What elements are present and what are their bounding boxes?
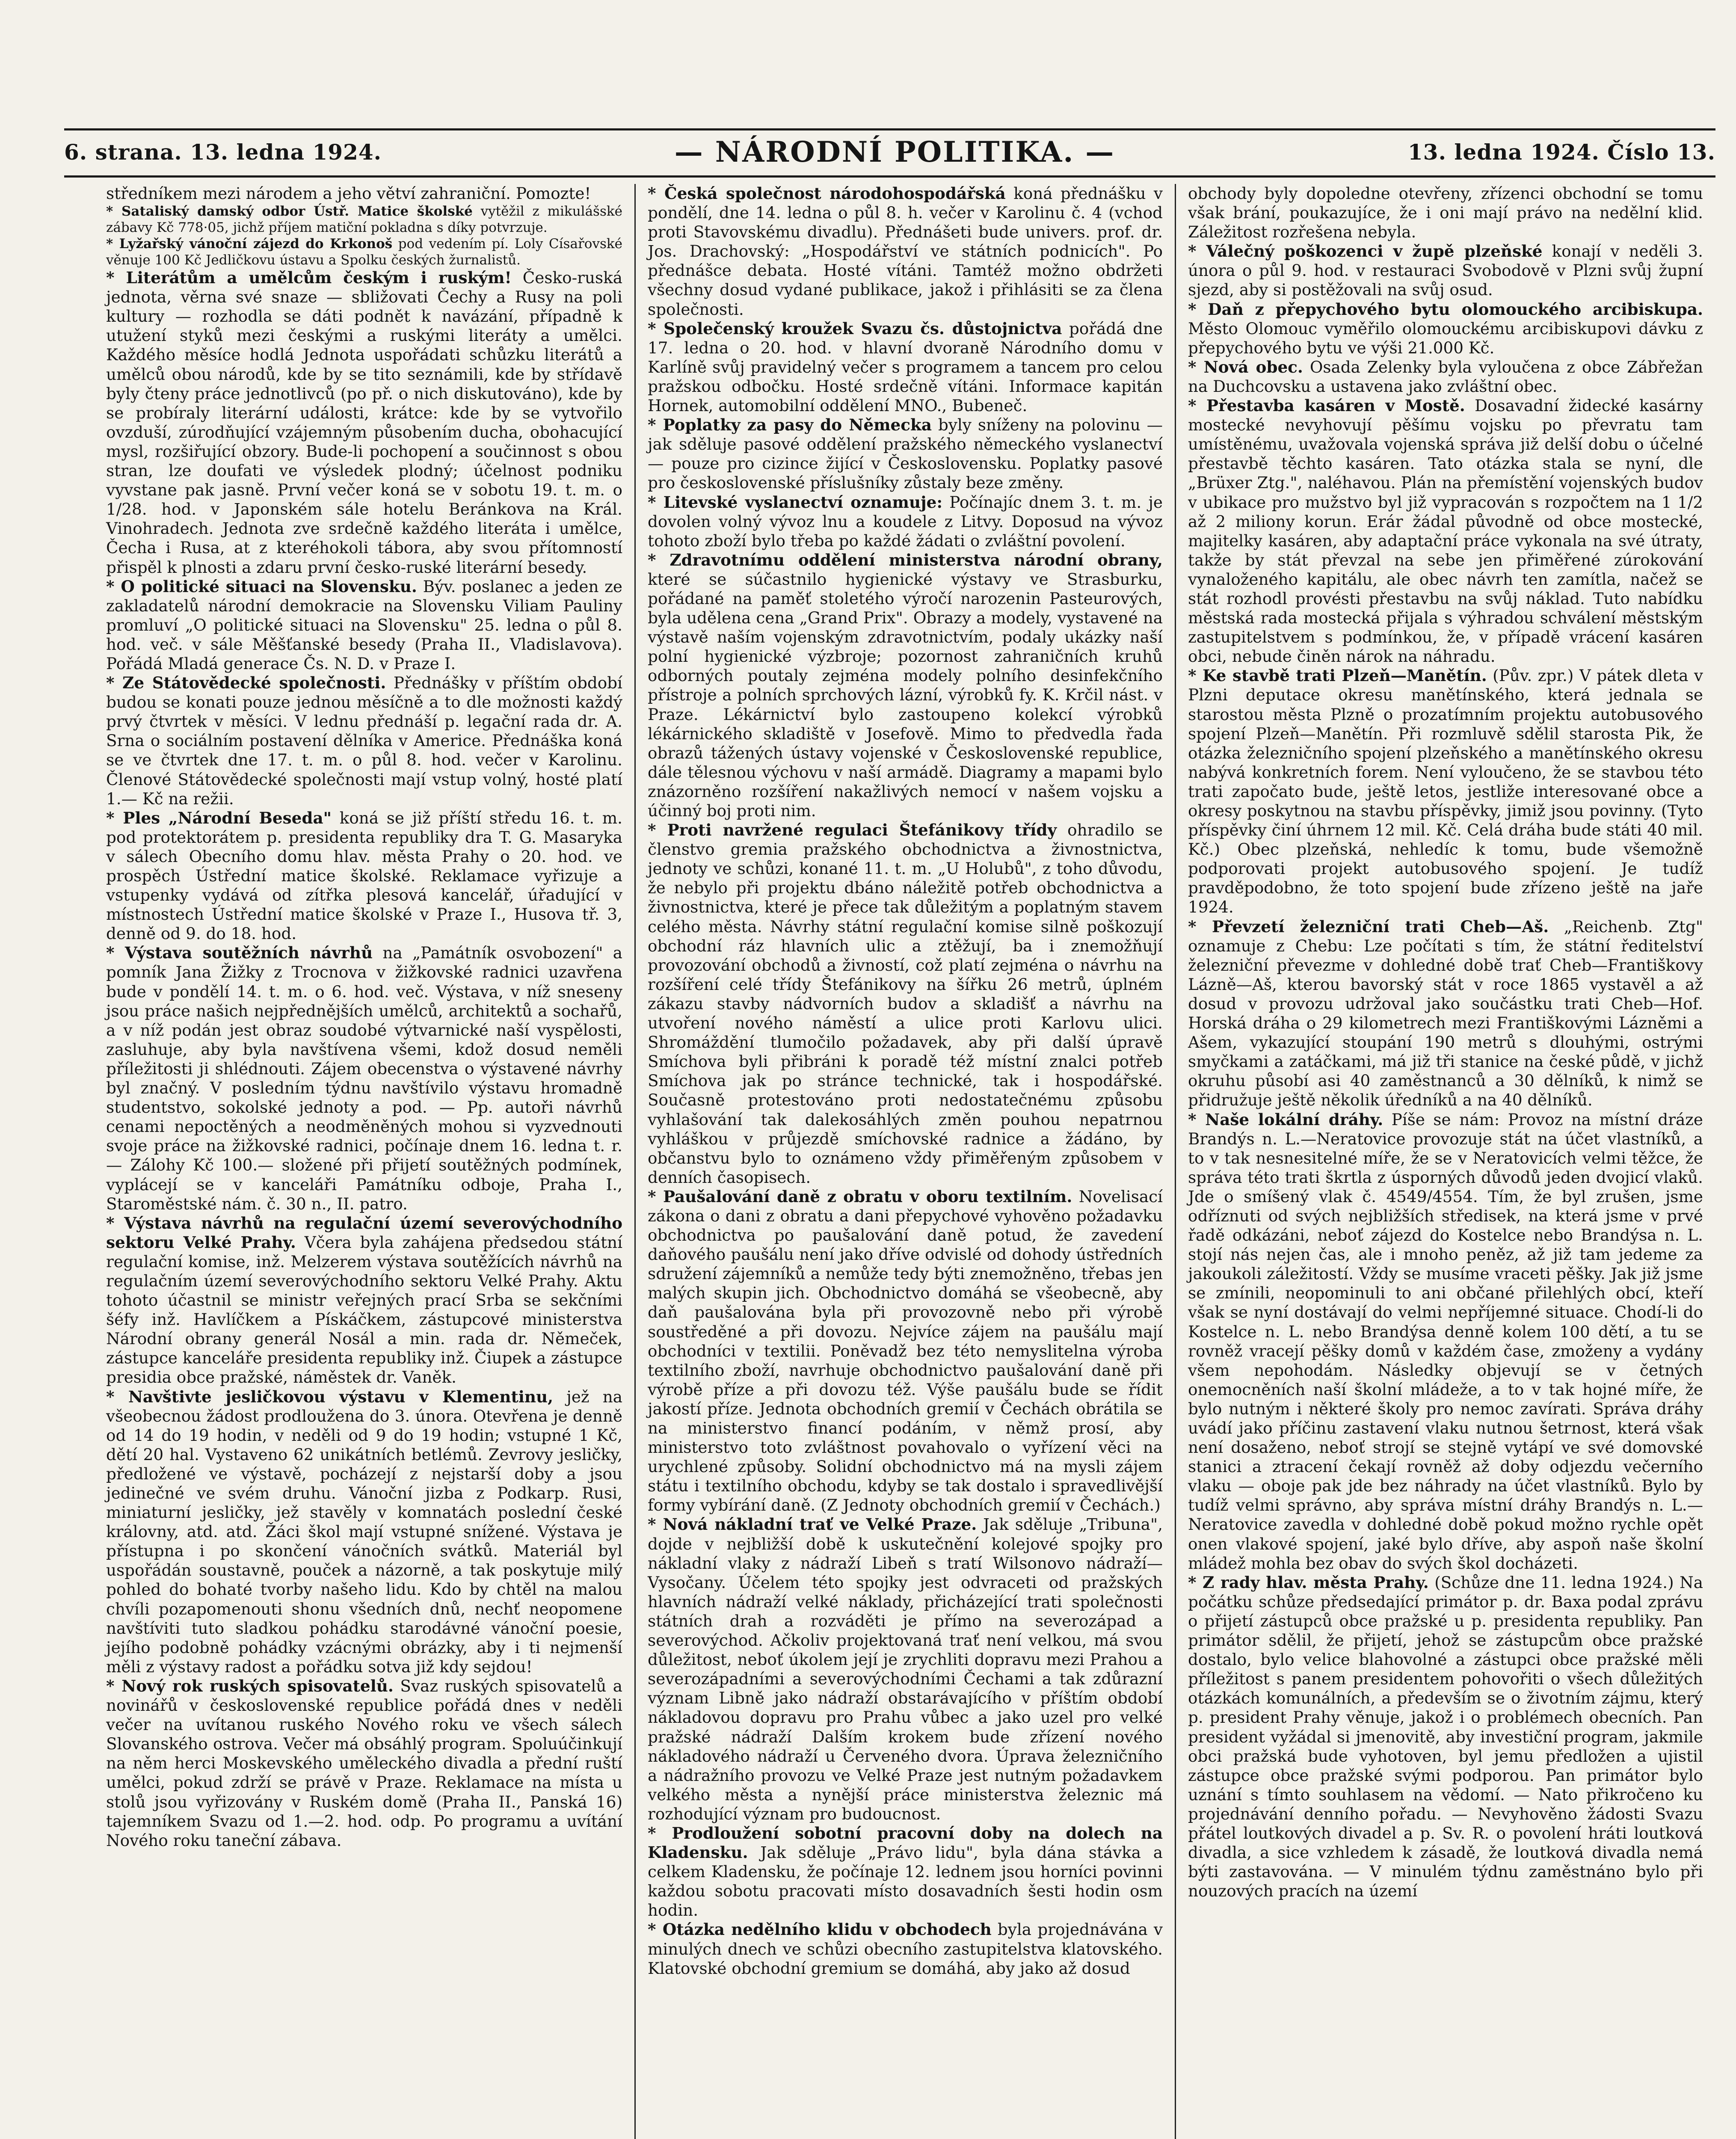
news-item-headline: * Nová nákladní trať ve Velké Praze. (648, 1515, 977, 1534)
news-item-body: (Pův. zpr.) V pátek dleta v Plzni deputace okresu manětínského, která jednala se starostou města Plzně o prozatímním projektu autobusového spojení Plzeň—Manětín. Při rozmluvě sdělil starosta Pik, že otázka železničního spojení plzeňského a manětínského okresu nabývá konkretních forem. Není vyloučeno, že se stavbou této trati započato bude, ještě letos, jestliže interesované obce a okresy poskytnou na stavbu příspěvky, jimiž jsou povinny. (Tyto příspěvky činí úhrnem 12 mil. Kč. Celá dráha bude státi 40 mil. Kč.) Obec plzeňská, nehledíc k tomu, bude všemožně podporovati projekt autobusového spojení. Je tudíž pravděpodobno, že toto spojení bude zřízeno ještě na jaře 1924. (1188, 666, 1703, 917)
news-item-body: Počínajíc dnem 3. t. m. je dovolen volný vývoz lnu a koudele z Litvy. Doposud na vývoz tohoto zboží bylo třeba po každé žádati o zvláštní povolení. (648, 492, 1163, 550)
news-item-headline: * Nová obec. (1188, 357, 1303, 376)
page-header (64, 128, 1715, 175)
news-item-headline: * Válečný poškozenci v župě plzeňské (1188, 242, 1543, 261)
news-item (106, 1214, 622, 1387)
news-item (106, 268, 622, 577)
news-item-headline: * Převzetí železniční trati Cheb—Aš. (1188, 917, 1549, 936)
news-item-body: konají v neděli 3. února o půl 9. hod. v restauraci Svobodově v Plzni svůj župní sjezd, aby si postěžovali na svůj osud. (1188, 242, 1703, 299)
news-item-headline: * Navštivte jesličkovou výstavu v Klementinu, (106, 1387, 554, 1406)
news-item-headline: * Česká společnost národohospodářská (648, 184, 1006, 203)
news-item (106, 673, 622, 809)
news-item (1188, 358, 1703, 396)
news-item (106, 236, 622, 268)
news-item (648, 415, 1163, 492)
news-item-body: „Reichenb. Ztg" oznamuje z Chebu: Lze počítati s tím, že státní ředitelství železniční převezme v dohledné době trať Cheb—Františkovy Lázně—Aš, kterou bavorský stát v roce 1865 vystavěl a až dosud v provozu udržoval jako součástku trati Cheb—Hof. Horská dráha o 29 kilometrech mezi Františkovými Lázněmi a Ašem, vykazující stoupání 190 metrů s dlouhými, ostrými smyčkami a zatáčkami, má již tři stanice na české půdě, v jichž okruhu působí asi 40 zaměstnanců a 30 dělníků, k nimž se přidružuje ještě několik úředníků a na 40 dělníků. (1188, 917, 1703, 1110)
news-item-body: Svaz ruských spisovatelů a novinářů v československé republice pořádá dnes v neděli večer na uvítanou ruského Nového roku ve všech sálech Slovanského ostrova. Večer má obsáhlý program. Spoluúčinkují na něm herci Moskevského uměleckého divadla a přední ruští umělci, pokud zdrží se právě v Praze. Reklamace na místa u stolů jsou vyřizovány v Ruském domě (Praha II., Panská 16) tajemníkem Svazu od 1.—2. hod. odp. Po programu a uvítání Nového roku taneční zábava. (106, 1676, 622, 1850)
news-item (106, 577, 622, 673)
news-item-headline: * Výstava návrhů na regulační území severovýchodního sektoru Velké Prahy. (106, 1213, 622, 1252)
news-item-body: Přednášky v příštím období budou se konati pouze jednou měsíčně a to dle možnosti každý prvý čtvrtek v měsíci. V lednu přednáší p. legační rada dr. A. Srna o sociálním postavení dělníka v Americe. Přednáška koná se ve čtvrtek dne 17. t. m. o půl 8. hod. večer v Karolinu. Členové Státovědecké společnosti mají vstup volný, hosté platí 1.— Kč na režii. (106, 673, 622, 808)
news-item-headline: * Otázka nedělního klidu v obchodech (648, 1920, 992, 1939)
news-item (1188, 1110, 1703, 1573)
news-item (106, 809, 622, 944)
newspaper-title: — NÁRODNÍ POLITIKA. — (674, 135, 1115, 169)
header-page-date: 6. strana. 13. ledna 1924. (64, 139, 382, 165)
news-item-body: pod vedením pí. Loly Císařovské věnuje 100 Kč Jedličkovu ústavu a Spolku českých žurnalistů. (106, 236, 622, 268)
news-item-body: byly sníženy na polovinu — jak sděluje pasové oddělení pražského německého vyslanectví — pouze pro cizince žijící v Československu. Poplatky pasové pro československé příslušníky zůstaly beze změny. (648, 415, 1163, 492)
news-item-body: (Schůze dne 11. ledna 1924.) Na počátku schůze předsedající primátor p. dr. Baxa podal zprávu o přijetí zástupců obce pražské u p. presidenta republiky. Pan primátor sdělil, že přijetí, jehož se zástupcům obce pražské dostalo, bylo velice blahovolné a zástupci obce pražské měli příležitost s panem presidentem pohovořiti o všech důležitých otázkách komunálních, a především se o životním zájmu, který p. president Prahy věnuje, jakož i o problémech obecních. Pan president vyžádal si jmenovitě, aby investiční program, jakmile obci pražská bude vyhotoven, byl jemu předložen a ujistil zástupce obce pražské svými podporou. Pan primátor bylo uznání s tímto souhlasem na vědomí. — Nato přikročeno ku projednávání denního pořadu. — Nevyhověno žádosti Svazu přátel loutkových divadel a p. Sv. R. o povolení hráti loutková divadla, a sice vzhledem k zásadě, že loutková divadla nemá býti zastavována. — V minulém týdnu zaměstnáno bylo při nouzových pracích na území (1188, 1573, 1703, 1901)
news-item-body: koná se již příští středu 16. t. m. pod protektorátem p. presidenta republiky dra T. G. Masaryka v sálech Obecního domu hlav. města Prahy o 20. hod. ve prospěch Ústřední matice školské. Reklamace vyřizuje a vstupenky vydává od zítřka plesová kancelář, úřadující v místnostech Ústřední matice školské v Praze I., Husova tř. 3, denně od 9. do 18. hod. (106, 808, 622, 943)
header-rule (64, 175, 1715, 178)
news-item (1188, 300, 1703, 358)
news-item-body: ohradilo se členstvo gremia pražského obchodnictva a živnostnictva, jednoty ve schůzi, konané 11. t. m. „U Holubů", z toho důvodu, že nebylo při projektu dbáno náležitě potřeb obchodnictva a živnostnictva, které je přece tak důležitým a poplatným stavem celého města. Návrhy státní regulační komise silně poškozují obchodní ráz hlavních ulic a ztěžují, ba i znemožňují provozování obchodů a živností, což platí zejména o návrhu na rozšíření celé třídy Štefánikovy na šířku 26 metrů, úplném zákazu stavby nádvorních budov a skladišť a návrhu na utvoření nového náměstí a ulice proti Karlovu ulici. Shromáždění tlumočilo požadavek, aby při další úpravě Smíchova byli přibráni k poradě též místní znalci potřeb Smíchova jak po stránce technické, tak i hospodářské. Současně protestováno proti nedostatečnému způsobu vyhlašování tak dalekosáhlých změn pouhou nepatrnou vyhláškou v průjezdě smíchovské radnice a žádáno, by občanstvu bylo to oznámeno vždy přiměřeným způsobem v denních časopisech. (648, 821, 1163, 1187)
news-item-body: Jak sděluje „Tribuna", dojde v nejbližší době k uskutečnění kolejové spojky pro nákladní vlaky z nádraží Libeň s tratí Wilsonovo nádraží—Vysočany. Účelem této spojky jest odvraceti od pražských hlavních nádraží velké náklady, přicházející trati společnosti státních drah a rozváděti je přímo na severozápad a severovýchod. Ačkoliv projektovaná trať není velkou, má svou důležitost, neboť úkolem její je zrychliti dopravu mezi Prahou a severozápadními a severovýchodními Čechami a tak zdůrazní význam Libně jako nádraží obstarávajícího v příštím období nákladovou dopravu pro Prahu vůbec a jako uzel pro velké pražské nádraží Dalším krokem bude zřízení nového nákladového nádraží u Červeného dvora. Úprava železničního a nádražního provozu ve Velké Praze jest nutným požadavkem velkého města a nynější práce ministerstva železnic má rozhodující význam pro budoucnost. (648, 1515, 1163, 1823)
column-2 (634, 184, 1175, 2139)
news-item-body: Jak sděluje „Právo lidu", byla dána stávka a celkem Kladensku, že počínaje 12. lednem jsou horníci povinni každou sobotu pracovati místo dosavadních šesti hodin osm hodin. (648, 1843, 1163, 1920)
news-item-headline: * Literátům a umělcům českým i ruským! (106, 268, 512, 287)
news-item-headline: * Poplatky za pasy do Německa (648, 415, 932, 435)
news-item (106, 203, 622, 236)
news-item-headline: * Daň z přepychového bytu olomouckého arcibiskupa. (1188, 299, 1703, 319)
news-item (106, 184, 622, 203)
news-item-headline: * Lyžařský vánoční zájezd do Krkonoš (106, 236, 393, 252)
news-item-headline: * Litevské vyslanectví oznamuje: (648, 492, 943, 512)
news-item-headline: * Prodloužení sobotní pracovní doby na dolech na Kladensku. (648, 1823, 1163, 1862)
news-item-headline: * Ples „Národní Beseda" (106, 808, 332, 827)
news-item (1188, 917, 1703, 1110)
news-item-body: obchody byly dopoledne otevřeny, zřízenci obchodní se tomu však brání, poukazujíce, že i oni mají právo na nedělní klid. Záležitost rozřešena nebyla. (1188, 184, 1703, 242)
news-item-headline: * Sataliský damský odbor Ústř. Matice školské (106, 204, 473, 219)
news-item-body: Česko-ruská jednota, věrna své snaze — sbližovati Čechy a Rusy na poli kultury — rozhodla se dáti podnět k navázání, případně k utužení styků mezi českými a ruskými literáty a umělci. Každého měsíce hodlá Jednota uspořádati schůzku literátů a umělců obou národů, kde by se tito seznámili, kde by střídavě byly čteny práce jednotlivců (po př. o nich diskutováno), kde by se probíraly literární události, krátce: kde by se vytvořilo ovzduší, zúrodňující vzájemným působením ducha, obohacující mysl, rozšiřující obzory. Bude-li pochopení a součinnost s obou stran, lze doufati ve výsledek plodný; účelnost podniku vyvstane pak jasně. První večer koná se v sobotu 19. t. m. o 1/28. hod. v Japonském sále hotelu Beránkova na Král. Vinohradech. Jednota zve srdečně každého literáta i umělce, Čecha i Rusa, at z kteréhokoli tábora, aby svou přítomností přispěl k plnosti a zdaru první česko-ruské literární besedy. (106, 268, 622, 577)
news-item-headline: * Společenský kroužek Svazu čs. důstojnictva (648, 319, 1062, 338)
news-item (648, 551, 1163, 821)
news-item-body: Novelisací zákona o dani z obratu a dani přepychové vyhověno požadavku obchodnictva po paušalování daně potud, že zavedení daňového paušálu není jako dříve odvislé od dohody ústředních sdružení zájemníků a nemůže tedy býti znemožněno, třebas jen malých skupin jich. Obchodnictvo domáhá se všeobecně, aby daň paušalována byla při provozovně nebo při výrobě soustředěné a při dovozu. Nejvíce zájem na paušálu mají obchodníci v textilii. Poněvadž bez této nemyslitelna výroba textilního zboží, navrhuje obchodnictvo paušalování daně při výrobě příze a při dovozu též. Výše paušálu bude se řídit jakostí příze. Jednota obchodních gremií v Čechách obrátila se na ministerstvo financí podáním, v němž prosí, aby ministerstvo toto zvláštnost povahovalo o vyřízení věci na urychlené způsoby. Solidní obchodnictvo má na mysli zájem státu i textilního obchodu, kdyby se tak dostalo i spravedlivější formy vybírání daně. (Z Jednoty obchodních gremií v Čechách.) (648, 1187, 1163, 1515)
news-item (1188, 184, 1703, 242)
news-item-headline: * Naše lokální dráhy. (1188, 1110, 1383, 1129)
news-item-headline: * O politické situaci na Slovensku. (106, 577, 417, 596)
news-item-body: Píše se nám: Provoz na místní dráze Brandýs n. L.—Neratovice provozuje stát na účet vlastníků, a to v tak nesnesitelné míře, že se v Neratovicích velmi těžce, že správa této trati škrtla z úsporných důvodů jeden dvojicí vlaků. Jde o smíšený vlak č. 4549/4554. Tím, že byl zrušen, jsme odříznuti od svých nejbližších středisek, na která jsme v prvé řadě odkázáni, neboť zájezd do Kostelce nebo Brandýsa n. L. stojí nás nejen čas, ale i mnoho peněz, až již tam jedeme za jakoukoli záležitostí. Vždy se musíme vraceti pěšky. Jak již jsme se zmínili, neopominuli to ani občané přilehlých obcí, kteří však se nyní dostávají do velmi nepříjemné situace. Chodí-li do Kostelce n. L. nebo Brandýsa denně kolem 100 dětí, a tu se rovněž vracejí pěšky domů v každém čase, zmoženy a vydány všem nepohodám. Následky objevují se v četných onemocněních naší školní mládeže, a to v tak hojné míře, že bylo nutným i některé školy pro nemoc zavírati. Správa dráhy uvádí jako příčinu zastavení vlaku nutnou šetrnost, která však není dosaženo, neboť strojí se stejně vytápí ve své domovské stanici a ztracení čekají rovněž až doby odjezdu večerního vlaku — oboje pak jde bez náhrady na účet vlastníků. Bylo by tudíž velmi správno, aby správa místní dráhy Brandýs n. L.—Neratovice zavedla v dohledné době pokud možno rychle opět onen vlakové spojení, jaké bylo dříve, aby aspoň naše školní mládež mohla bez obav do svých škol docházeti. (1188, 1110, 1703, 1573)
header-issue-number: 13. ledna 1924. Číslo 13. (1408, 139, 1715, 165)
news-item-headline: * Z rady hlav. města Prahy. (1188, 1573, 1429, 1592)
news-item (648, 1920, 1163, 1978)
news-item (648, 184, 1163, 319)
news-item-body: koná přednášku v pondělí, dne 14. ledna o půl 8. h. večer v Karolinu č. 4 (vchod proti Stavovskému divadlu). Přednášeti bude univers. prof. dr. Jos. Drachovský: „Hospodářství ve státních podnicích". Po přednášce debata. Hosté vítáni. Tamtéž možno obdržeti všechny dosud vydané publikace, jakož i přihlásiti se za člena společnosti. (648, 184, 1163, 319)
news-item-body: vytěžil z mikulášské zábavy Kč 778·05, jichž příjem matiční pokladna s díky potvrzuje. (106, 204, 623, 236)
news-item-headline: * Proti navržené regulaci Štefánikovy třídy (648, 821, 1057, 840)
article-columns (94, 184, 1715, 2139)
news-item-body: jež na všeobecnou žádost prodloužena do 3. února. Otevřena je denně od 14 do 19 hodin, v neděli od 9 do 19 hodin; vstupné 1 Kč, dětí 20 hal. Vystaveno 62 unikátních betlémů. Zevrovy jesličky, předložené ve výstavě, pocházejí z nejstarší doby a jsou jedinečné ve svém druhu. Vánoční jizba z Podkarp. Rusi, miniaturní jesličky, jež stavěly v komnatách poslední české královny, atd. atd. Žáci škol mají vstupné snížené. Výstava je přístupna i po skončení vánočních svátků. Materiál byl uspořádán soustavně, pouček a názorně, a tak poskytuje milý pohled do bohaté tvorby našeho lidu. Kdo by chtěl na malou chvíli pozapomenouti shonu všedních dnů, nechť neopomene navštíviti tuto sladkou pohádku starodávné vánoční poesie, jejího podobně pohádky vzácnými obrázky, aby i ti nejmenší měli z výstavy radost a pořádku sotva již kdy sejdou! (106, 1387, 623, 1676)
column-3 (1175, 184, 1715, 2139)
news-item (648, 1515, 1163, 1824)
news-item-body: na „Památník osvobození" a pomník Jana Žižky z Trocnova v žižkovské radnici uzavřena bude v pondělí 14. t. m. o 6. hod. več. Výstava, v níž sneseny jsou práce našich nejpřednějších umělců, architektů a sochařů, a v níž podán jest obraz soudobé výtvarnické naší vyspělosti, zasluhuje, aby byla navštívena všemi, kdož dosud neměli příležitosti ji shlédnouti. Zájem obecenstva o výstavené návrhy byl značný. V posledním týdnu navštívilo výstavu hromadně studentstvo, sokolské jednoty a pod. — Pp. autoři návrhů cenami nepoctěných a neodměněných mohou si vyzvednouti svoje práce na žižkovské radnici, počínaje dnem 16. ledna t. r. — Zálohy Kč 100.— složené při přijetí soutěžných podmínek, vyplácejí se v kanceláři Památníku odboje, Praha I., Staroměstské nám. č. 30 n., II. patro. (106, 943, 622, 1213)
column-1 (94, 184, 634, 2139)
news-item-body: byla projednávána v minulých dnech ve schůzi obecního zastupitelstva klatovského. Klatovské obchodní gremium se domáhá, aby jako až dosud (648, 1920, 1163, 1978)
news-item-body: Osada Zelenky byla vyloučena z obce Zábřežan na Duchcovsku a ustavena jako zvláštní obec. (1188, 357, 1703, 396)
news-item (648, 319, 1163, 415)
news-item (106, 1387, 622, 1677)
news-item-headline: * Výstava soutěžních návrhů (106, 943, 373, 963)
news-item-headline: * Zdravotnímu oddělení ministerstva národní obrany, (648, 550, 1163, 569)
news-item (1188, 396, 1703, 666)
news-item-body: které se súčastnilo hygienické výstavy ve Strasburku, pořádané na paměť stoletého výročí narozenin Pasteurových, byla udělena cena „Grand Prix". Obrazy a modely, vystavené na výstavě naším vojenským zdravotnictvím, podaly ukázky naší polní hygienické výzbroje; pozornost zahraničních kruhů odborných poutaly zejména modely polního desinfekčního přístroje a polních sprchových lázní, výrobků fy. K. Krčil nást. v Praze. Lékárnictví bylo zastoupeno kolekcí výrobků lékárnického skladiště v Josefově. Mimo to předvedla řada obrazů tážených ústavy vojenské v Československé republice, dále tělesnou výchovu v naší armádě. Diagramy a mapami bylo znázorněno rozšíření nakažlivých nemocí v našem vojsku a účinný boj proti nim. (648, 569, 1163, 820)
news-item (106, 943, 622, 1213)
news-item-headline: * Ke stavbě trati Plzeň—Manětín. (1188, 666, 1487, 685)
news-item (1188, 666, 1703, 917)
news-item (1188, 1573, 1703, 1901)
news-item (106, 1677, 622, 1850)
news-item-headline: * Přestavba kasáren v Mostě. (1188, 396, 1465, 415)
news-item (648, 1824, 1163, 1920)
news-item-headline: * Ze Státovědecké společnosti. (106, 673, 386, 693)
news-item-body: středníkem mezi národem a jeho větví zahraniční. Pomozte! (106, 184, 591, 203)
news-item-body: Včera byla zahájena předsedou státní regulační komise, inž. Melzerem výstava soutěžících návrhů na regulačním území severovýchodního sektoru Velké Prahy. Aktu tohoto účastnil se ministr veřejných prací Srba se sekčními šéfy inž. Havlíčkem a Pískáčkem, zástupcové ministerstva Národní obrany generál Nosál a min. rada dr. Němeček, zástupce kanceláře presidenta republiky inž. Čiupek a zástupce presidia obce pražské, náměstek dr. Vaněk. (106, 1232, 623, 1387)
news-item (648, 493, 1163, 551)
news-item-headline: * Nový rok ruských spisovatelů. (106, 1676, 394, 1695)
news-item-body: Město Olomouc vyměřilo olomouckému arcibiskupovi dávku z přepychového bytu ve výši 21.000 Kč. (1188, 319, 1703, 357)
news-item (648, 1187, 1163, 1515)
news-item-body: pořádá dne 17. ledna o 20. hod. v hlavní dvoraně Národního domu v Karlíně svůj pravidelný večer s programem a tancem pro celou pražskou odbočku. Hosté srdečně vítáni. Informace kapitán Hornek, automobilní oddělení MNO., Bubeneč. (648, 319, 1163, 415)
news-item-body: Dosavadní židecké kasárny mostecké nevyhovují pěšímu vojsku po převratu tam umístěnému, uvažovala vojenská správa již delší dobu o účelné přestavbě těchto kasáren. Tato otázka stala se nyní, dle „Brüxer Ztg.", naléhavou. Plán na přemístění vojenských budov v ubikace pro mužstvo byl již vypracován s rozpočtem na 1 1/2 až 2 miliony korun. Erár žádal původně od obce mostecké, majitelky kasáren, aby adaptační práce vykonala na své útraty, takže by stát převzal na sebe jen přiměřené zúrokování vynaloženého kapitálu, ale obec návrh ten zamítla, načež se stát rozhodl provésti přestavbu na svůj náklad. Tuto nabídku městská rada mostecká přijala s výhradou schválení městským zastupitelstvem s podmínkou, že, v případě vrácení kasáren obci, nebude činěn nárok na náhradu. (1188, 396, 1703, 666)
news-item (1188, 242, 1703, 299)
news-item-headline: * Paušalování daně z obratu v oboru textilním. (648, 1187, 1072, 1206)
news-item-body: Býv. poslanec a jeden ze zakladatelů národní demokracie na Slovensku Viliam Pauliny promluví „O politické situaci na Slovensku" 25. ledna o půl 8. hod. več. v sále Měšťanské besedy (Praha II., Vladislavova). Pořádá Mladá generace Čs. N. D. v Praze I. (106, 577, 622, 673)
news-item (648, 821, 1163, 1187)
